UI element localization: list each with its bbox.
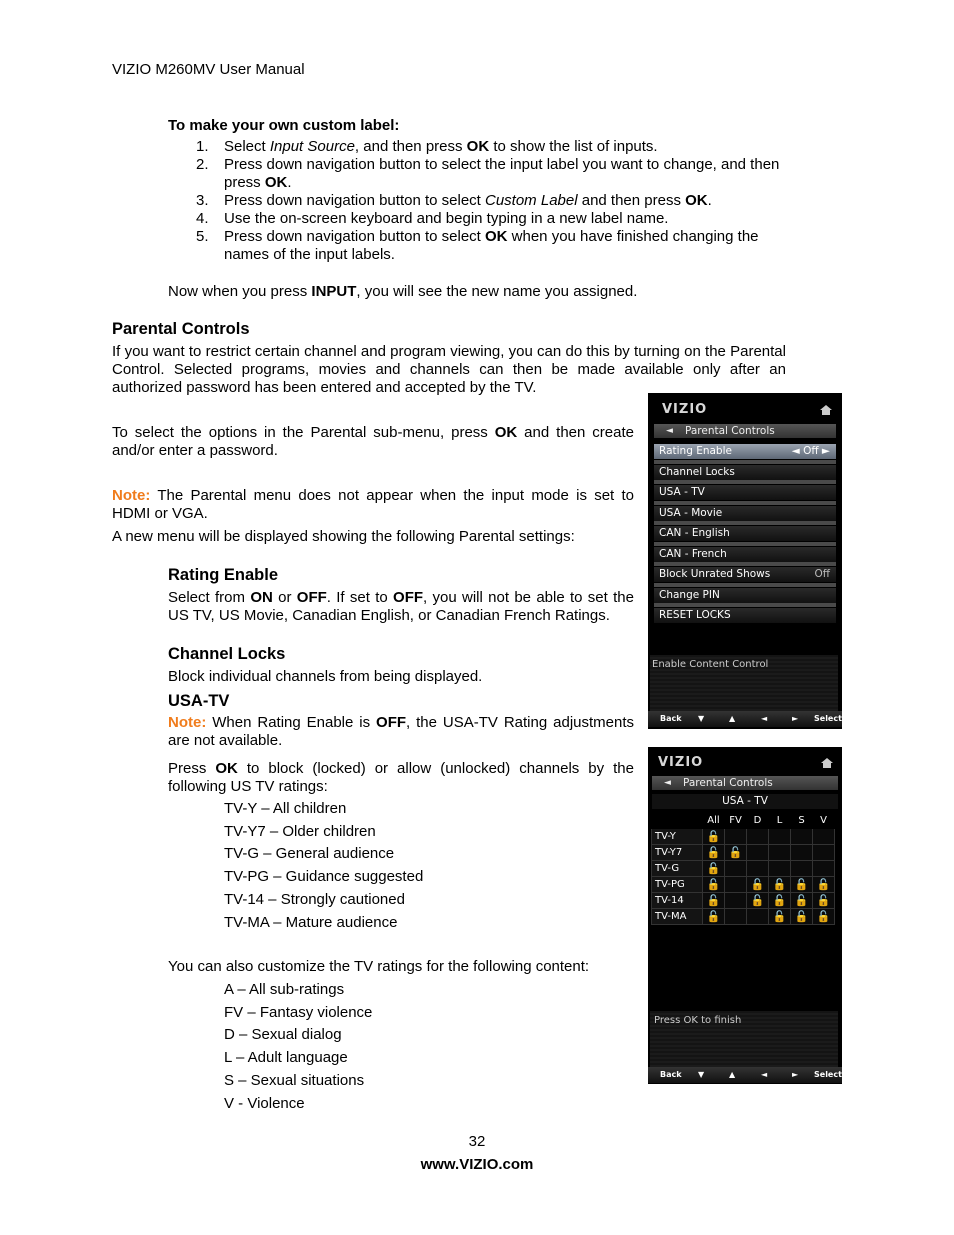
menu-item[interactable] (654, 465, 836, 480)
grid-cell[interactable] (791, 861, 813, 877)
grid-row (652, 877, 835, 893)
grid-column-header: V (813, 813, 835, 829)
grid-cell[interactable] (725, 829, 747, 845)
rating-item: TV-PG – Guidance suggested (224, 868, 424, 886)
parental-heading: Parental Controls (112, 320, 250, 338)
menu-item[interactable] (654, 588, 836, 603)
unlock-icon: 🔓 (816, 894, 831, 907)
remote-button-bar (648, 1067, 842, 1083)
grid-cell[interactable] (813, 893, 835, 909)
remote-button[interactable]: ▼ (698, 1070, 705, 1079)
tv-screen-usa-tv (648, 747, 842, 1084)
grid-cell[interactable] (813, 829, 835, 845)
menu-item-label: Channel Locks (659, 465, 735, 478)
remote-button[interactable]: Select (814, 1070, 842, 1079)
grid-cell[interactable] (747, 909, 769, 925)
remote-button[interactable]: ▲ (729, 1070, 736, 1079)
content-ratings-list (224, 979, 372, 1115)
content-item: L – Adult language (224, 1049, 348, 1067)
grid-cell[interactable] (747, 861, 769, 877)
grid-cell[interactable] (703, 909, 725, 925)
step-item (168, 228, 788, 264)
grid-row (652, 829, 835, 845)
grid-cell[interactable] (747, 829, 769, 845)
grid-cell[interactable] (769, 909, 791, 925)
grid-row-label: TV-Y (652, 829, 703, 845)
hint-text: Press OK to finish (654, 1015, 742, 1026)
grid-cell[interactable] (813, 877, 835, 893)
back-arrow-icon[interactable]: ◄ (664, 778, 671, 788)
grid-cell[interactable] (703, 877, 725, 893)
grid-cell[interactable] (813, 861, 835, 877)
menu-item[interactable] (654, 506, 836, 521)
menu-item-label: USA - TV (659, 486, 705, 498)
grid-cell[interactable] (769, 877, 791, 893)
step-number: 2. (196, 156, 209, 173)
grid-cell[interactable] (725, 845, 747, 861)
parental-select-text: To select the options in the Parental sub-menu, press OK and then create and/or enter a password. (112, 424, 634, 459)
home-icon[interactable] (821, 758, 833, 768)
menu-title-bar (654, 424, 836, 438)
step-number: 1. (196, 138, 209, 155)
menu-title: Parental Controls (685, 425, 775, 437)
menu-separator (654, 542, 836, 546)
grid-cell[interactable] (725, 909, 747, 925)
grid-cell[interactable] (703, 845, 725, 861)
remote-button[interactable]: Select (814, 714, 842, 723)
note-label: Note: (112, 487, 151, 504)
menu-separator (654, 521, 836, 525)
grid-cell[interactable] (791, 845, 813, 861)
grid-cell[interactable] (703, 893, 725, 909)
step-number: 5. (196, 228, 209, 245)
menu-item[interactable] (654, 608, 836, 623)
step-text: Press down navigation button to select the input label you want to change, and then press OK. (224, 156, 780, 191)
content-item: D – Sexual dialog (224, 1026, 342, 1044)
grid-row-label: TV-14 (652, 893, 703, 909)
menu-item[interactable] (654, 444, 836, 459)
menu-item-label: Change PIN (659, 588, 720, 601)
content-item: A – All sub-ratings (224, 981, 345, 998)
rating-enable-heading: Rating Enable (168, 566, 279, 584)
menu-item-value: Off (814, 568, 830, 580)
menu-title-bar (652, 776, 838, 790)
remote-button[interactable]: ◄ (761, 714, 768, 723)
unlock-icon: 🔓 (706, 894, 721, 907)
menu-item-label: CAN - French (659, 547, 727, 560)
step-item (168, 210, 788, 228)
input-note: Now when you press INPUT, you will see the new name you assigned. (168, 283, 638, 300)
grid-row-label: TV-Y7 (652, 845, 703, 861)
menu-separator (654, 603, 836, 607)
footer-url: www.VIZIO.com (420, 1156, 534, 1173)
parental-note: Note: The Parental menu does not appear when the input mode is set to HDMI or VGA. (112, 487, 634, 522)
grid-row-label: TV-PG (652, 877, 703, 893)
rating-item: TV-MA – Mature audience (224, 913, 398, 931)
grid-cell[interactable] (747, 893, 769, 909)
menu-separator (654, 501, 836, 505)
unlock-icon: 🔓 (772, 910, 787, 923)
menu-separator (654, 460, 836, 464)
vizio-logo: VIZIO (662, 402, 708, 417)
hint-text: Enable Content Control (652, 659, 769, 670)
unlock-icon: 🔓 (706, 910, 721, 923)
menu-item-label: RESET LOCKS (659, 609, 731, 621)
grid-cell[interactable] (703, 861, 725, 877)
submenu-title: USA - TV (652, 794, 838, 809)
grid-cell[interactable] (725, 893, 747, 909)
rating-item: TV-Y7 – Older children (224, 822, 376, 840)
remote-button[interactable]: ◄ (761, 1070, 768, 1079)
step-text: Press down navigation button to select OK when you have finished changing the names of the input labels. (224, 228, 759, 263)
grid-cell[interactable] (791, 909, 813, 925)
vizio-logo: VIZIO (658, 755, 704, 770)
custom-label-steps (168, 138, 788, 264)
channel-locks-text: Block individual channels from being displayed. (168, 668, 483, 685)
menu-separator (654, 562, 836, 566)
unlock-icon: 🔓 (750, 894, 765, 907)
rating-item: TV-G – General audience (224, 845, 395, 863)
menu-separator (654, 583, 836, 587)
grid-column-header: D (747, 813, 769, 829)
step-item (168, 156, 788, 192)
remote-button[interactable]: ► (792, 1070, 799, 1079)
tv-screen-parental-menu (648, 393, 842, 729)
remote-button[interactable]: Back (660, 714, 682, 723)
grid-cell[interactable] (791, 829, 813, 845)
step-number: 3. (196, 192, 209, 209)
unlock-icon: 🔓 (794, 878, 809, 891)
unlock-icon: 🔓 (772, 878, 787, 891)
home-icon[interactable] (820, 405, 832, 415)
unlock-icon: 🔓 (750, 878, 765, 891)
grid-column-header: S (791, 813, 813, 829)
step-number: 4. (196, 210, 209, 227)
grid-row (652, 909, 835, 925)
grid-cell[interactable] (769, 829, 791, 845)
grid-cell[interactable] (703, 829, 725, 845)
unlock-icon: 🔓 (706, 862, 721, 875)
grid-cell[interactable] (747, 877, 769, 893)
remote-button[interactable]: Back (660, 1070, 682, 1079)
unlock-icon: 🔓 (816, 910, 831, 923)
grid-column-header: L (769, 813, 791, 829)
custom-label-heading: To make your own custom label: (168, 117, 400, 134)
parental-new-menu: A new menu will be displayed showing the following Parental settings: (112, 528, 575, 545)
step-text: Select Input Source, and then press OK to show the list of inputs. (224, 138, 658, 155)
rating-lock-grid (651, 812, 835, 925)
step-item (168, 192, 788, 210)
rating-item: TV-14 – Strongly cautioned (224, 890, 405, 908)
unlock-icon: 🔓 (728, 846, 743, 859)
step-text: Press down navigation button to select Custom Label and then press OK. (224, 192, 712, 209)
remote-button-bar (648, 711, 842, 727)
usa-tv-heading: USA-TV (168, 692, 230, 710)
menu-item-label: Rating Enable (659, 445, 732, 457)
grid-cell[interactable] (813, 909, 835, 925)
grid-row (652, 893, 835, 909)
usa-tv-note: Note: When Rating Enable is OFF, the USA-TV Rating adjustments are not available. (168, 714, 635, 749)
grid-cell[interactable] (725, 861, 747, 877)
unlock-icon: 🔓 (772, 894, 787, 907)
grid-cell[interactable] (791, 893, 813, 909)
remote-button[interactable]: ▲ (729, 714, 736, 723)
menu-title: Parental Controls (683, 777, 773, 789)
grid-row (652, 845, 835, 861)
grid-cell[interactable] (769, 893, 791, 909)
grid-cell[interactable] (791, 877, 813, 893)
grid-corner (652, 813, 703, 829)
tv-ratings-list (224, 798, 423, 934)
back-arrow-icon[interactable]: ◄ (666, 426, 673, 436)
menu-item-label: USA - Movie (659, 506, 723, 519)
channel-locks-heading: Channel Locks (168, 645, 286, 663)
content-item: FV – Fantasy violence (224, 1003, 373, 1021)
grid-column-header: FV (725, 813, 747, 829)
unlock-icon: 🔓 (706, 830, 721, 843)
content-item: V - Violence (224, 1094, 305, 1112)
grid-row-label: TV-G (652, 861, 703, 877)
content-item: S – Sexual situations (224, 1071, 365, 1089)
menu-item-value: ◄ Off ► (791, 445, 830, 457)
unlock-icon: 🔓 (816, 878, 831, 891)
menu-item[interactable] (654, 567, 836, 582)
step-item (168, 138, 788, 156)
menu-item[interactable] (654, 547, 836, 562)
parental-intro: If you want to restrict certain channel and program viewing, you can do this by turning on the Parental Control. Selected programs, movies and channels can then be made available only after an authorized password has been entered and accepted by the TV. (112, 343, 786, 396)
remote-button[interactable]: ► (792, 714, 799, 723)
step-text: Use the on-screen keyboard and begin typing in a new label name. (224, 210, 669, 227)
grid-cell[interactable] (769, 861, 791, 877)
menu-item[interactable] (654, 526, 836, 541)
menu-item-label: CAN - English (659, 527, 730, 539)
grid-cell[interactable] (813, 845, 835, 861)
grid-row (652, 861, 835, 877)
running-header: VIZIO M260MV User Manual (112, 61, 305, 78)
rating-item: TV-Y – All children (224, 800, 347, 817)
grid-cell[interactable] (769, 845, 791, 861)
grid-column-header: All (703, 813, 725, 829)
usa-tv-press-text: Press OK to block (locked) or allow (unlocked) channels by the following US TV ratings: (168, 760, 634, 795)
grid-cell[interactable] (747, 845, 769, 861)
rating-enable-text: Select from ON or OFF. If set to OFF, you will not be able to set the US TV, US Movie, Canadian English, or Canadian French Ratings. (168, 589, 634, 624)
menu-item-label: Block Unrated Shows (659, 568, 771, 580)
customize-text: You can also customize the TV ratings for the following content: (168, 958, 590, 975)
unlock-icon: 🔓 (794, 910, 809, 923)
grid-cell[interactable] (725, 877, 747, 893)
unlock-icon: 🔓 (706, 878, 721, 891)
menu-item[interactable] (654, 485, 836, 500)
page-number: 32 (468, 1133, 486, 1150)
remote-button[interactable]: ▼ (698, 714, 705, 723)
grid-row-label: TV-MA (652, 909, 703, 925)
unlock-icon: 🔓 (706, 846, 721, 859)
menu-separator (654, 480, 836, 484)
unlock-icon: 🔓 (794, 894, 809, 907)
